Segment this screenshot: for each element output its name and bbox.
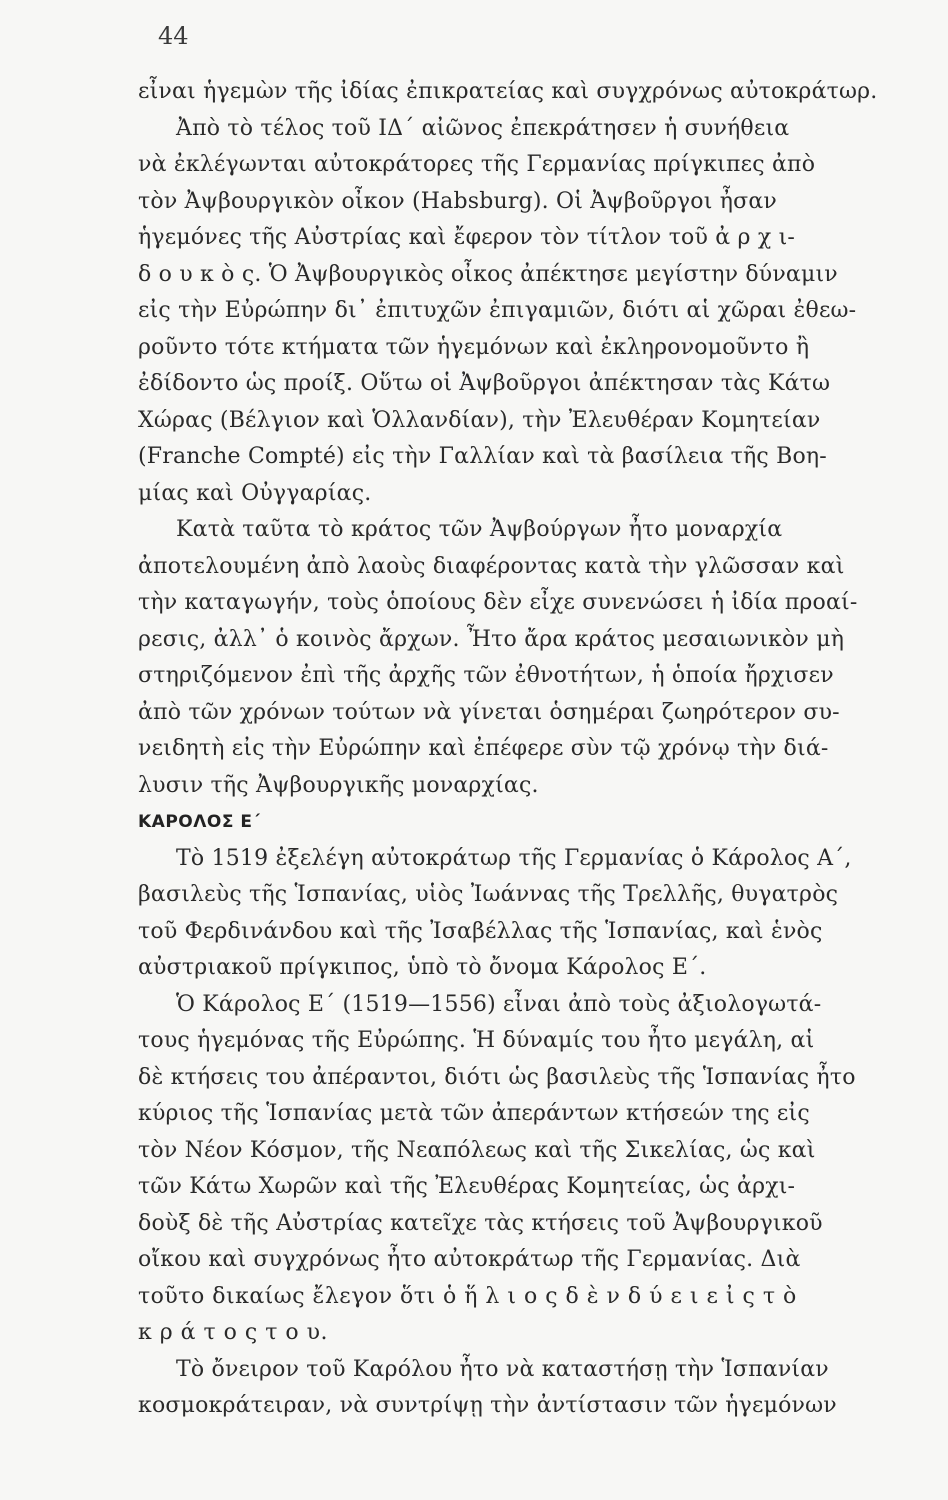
text-line: ἐδίδοντο ὡς προίξ. Οὕτω οἱ Ἀψβοῦργοι ἀπέκτησαν τὰς Κάτω	[138, 371, 831, 396]
text-line: τὴν καταγωγήν, τοὺς ὁποίους δὲν εἶχε συνενώσει ἡ ἰδία προαί-	[138, 590, 858, 615]
text-line: εἰς τὴν Εὐρώπην δι᾽ ἐπιτυχῶν ἐπιγαμιῶν, διότι αἱ χῶραι ἐθεω-	[138, 298, 857, 323]
text-line: εἶναι ἡγεμὼν τῆς ἰδίας ἐπικρατείας καὶ συγχρόνως αὐτοκράτωρ.	[138, 79, 878, 104]
text-line: τοῦτο δικαίως ἔλεγον ὅτι ὁ ἥ λ ι ο ς δ ὲ ν δ ύ ε ι ε ἰ ς τ ὸ	[138, 1283, 797, 1309]
text-line: Τὸ 1519 ἐξελέγη αὐτοκράτωρ τῆς Γερμανίας ὁ Κάρολος Α΄,	[176, 845, 852, 871]
text-line: δ ο υ κ ὸ ς. Ὁ Ἀψβουργικὸς οἶκος ἀπέκτησε μεγίστην δύναμιν	[138, 261, 838, 287]
text-line: (Franche Compté) εἰς τὴν Γαλλίαν καὶ τὰ βασίλεια τῆς Βοη-	[138, 444, 827, 469]
text-line: δοὺξ δὲ τῆς Αὐστρίας κατεῖχε τὰς κτήσεις τοῦ Ἀψβουργικοῦ	[138, 1210, 823, 1236]
page-body	[138, 74, 882, 1425]
text-line: μίας καὶ Οὐγγαρίας.	[138, 480, 372, 506]
text-line: στηριζόμενον ἐπὶ τῆς ἀρχῆς τῶν ἐθνοτήτων, ἡ ὁποία ἤρχισεν	[138, 663, 834, 688]
text-line: δὲ κτήσεις του ἀπέραντοι, διότι ὡς βασιλεὺς τῆς Ἱσπανίας ἦτο	[138, 1064, 856, 1090]
text-line: κοσμοκράτειραν, νὰ συντρίψῃ τὴν ἀντίστασιν τῶν ἡγεμόνων	[138, 1393, 837, 1418]
text-line: ρεσις, ἀλλ᾽ ὁ κοινὸς ἄρχων. Ἦτο ἄρα κράτος μεσαιωνικὸν μὴ	[138, 626, 845, 652]
text-line: τὸν Νέον Κόσμον, τῆς Νεαπόλεως καὶ τῆς Σικελίας, ὡς καὶ	[138, 1137, 816, 1163]
text-line: οἴκου καὶ συγχρόνως ἦτο αὐτοκράτωρ τῆς Γερμανίας. Διὰ	[138, 1247, 801, 1272]
text-line: νὰ ἐκλέγωνται αὐτοκράτορες τῆς Γερμανίας πρίγκιπες ἀπὸ	[138, 152, 816, 177]
text-line: Χώρας (Βέλγιον καὶ Ὁλλανδίαν), τὴν Ἐλευθέραν Κομητείαν	[138, 407, 821, 433]
text-line: αὐστριακοῦ πρίγκιπος, ὑπὸ τὸ ὄνομα Κάρολος Ε΄.	[138, 955, 707, 980]
text-line: Τὸ ὄνειρον τοῦ Καρόλου ἦτο νὰ καταστήσῃ τὴν Ἱσπανίαν	[176, 1356, 829, 1382]
text-line: τὸν Ἀψβουργικὸν οἶκον (Habsburg). Οἱ Ἀψβοῦργοι ἦσαν	[138, 188, 777, 214]
text-line: τῶν Κάτω Χωρῶν καὶ τῆς Ἐλευθέρας Κομητείας, ὡς ἀρχι-	[138, 1174, 796, 1199]
text-line: κύριος τῆς Ἱσπανίας μετὰ τῶν ἀπεράντων κτήσεών της εἰς	[138, 1101, 810, 1126]
page-number: 44	[158, 22, 189, 50]
text-line: λυσιν τῆς Ἀψβουργικῆς μοναρχίας.	[138, 772, 539, 798]
text-line: τους ἡγεμόνας τῆς Εὐρώπης. Ἡ δύναμίς του ἦτο μεγάλη, αἱ	[138, 1028, 815, 1053]
text-line: ροῦντο τότε κτήματα τῶν ἡγεμόνων καὶ ἐκληρονομοῦντο ἢ	[138, 334, 810, 360]
text-line: ἀπὸ τῶν χρόνων τούτων νὰ γίνεται ὁσημέραι ζωηρότερον συ-	[138, 699, 840, 725]
text-line: Ὁ Κάρολος Ε΄ (1519—1556) εἶναι ἀπὸ τοὺς ἀξιολογωτά-	[176, 991, 822, 1017]
text-line: κ ρ ά τ ο ς τ ο υ.	[138, 1320, 329, 1345]
text-line: τοῦ Φερδινάνδου καὶ τῆς Ἰσαβέλλας τῆς Ἱσπανίας, καὶ ἑνὸς	[138, 918, 823, 944]
text-line: Ἀπὸ τὸ τέλος τοῦ ΙΔ΄ αἰῶνος ἐπεκράτησεν ἡ συνήθεια	[176, 115, 790, 141]
text-line: Κατὰ ταῦτα τὸ κράτος τῶν Ἀψβούργων ἦτο μοναρχία	[176, 517, 783, 542]
text-line: ἡγεμόνες τῆς Αὐστρίας καὶ ἔφερον τὸν τίτλον τοῦ ἀ ρ χ ι-	[138, 225, 796, 250]
text-line: ἀποτελουμένη ἀπὸ λαοὺς διαφέροντας κατὰ τὴν γλῶσσαν καὶ	[138, 553, 845, 579]
text-line: νειδητὴ εἰς τὴν Εὐρώπην καὶ ἐπέφερε σὺν τῷ χρόνῳ τὴν διά-	[138, 736, 829, 761]
text-line: βασιλεὺς τῆς Ἱσπανίας, υἱὸς Ἰωάννας τῆς Τρελλῆς, θυγατρὸς	[138, 882, 839, 907]
section-heading: ΚΑΡΟΛΟΣ Ε΄	[138, 812, 261, 832]
